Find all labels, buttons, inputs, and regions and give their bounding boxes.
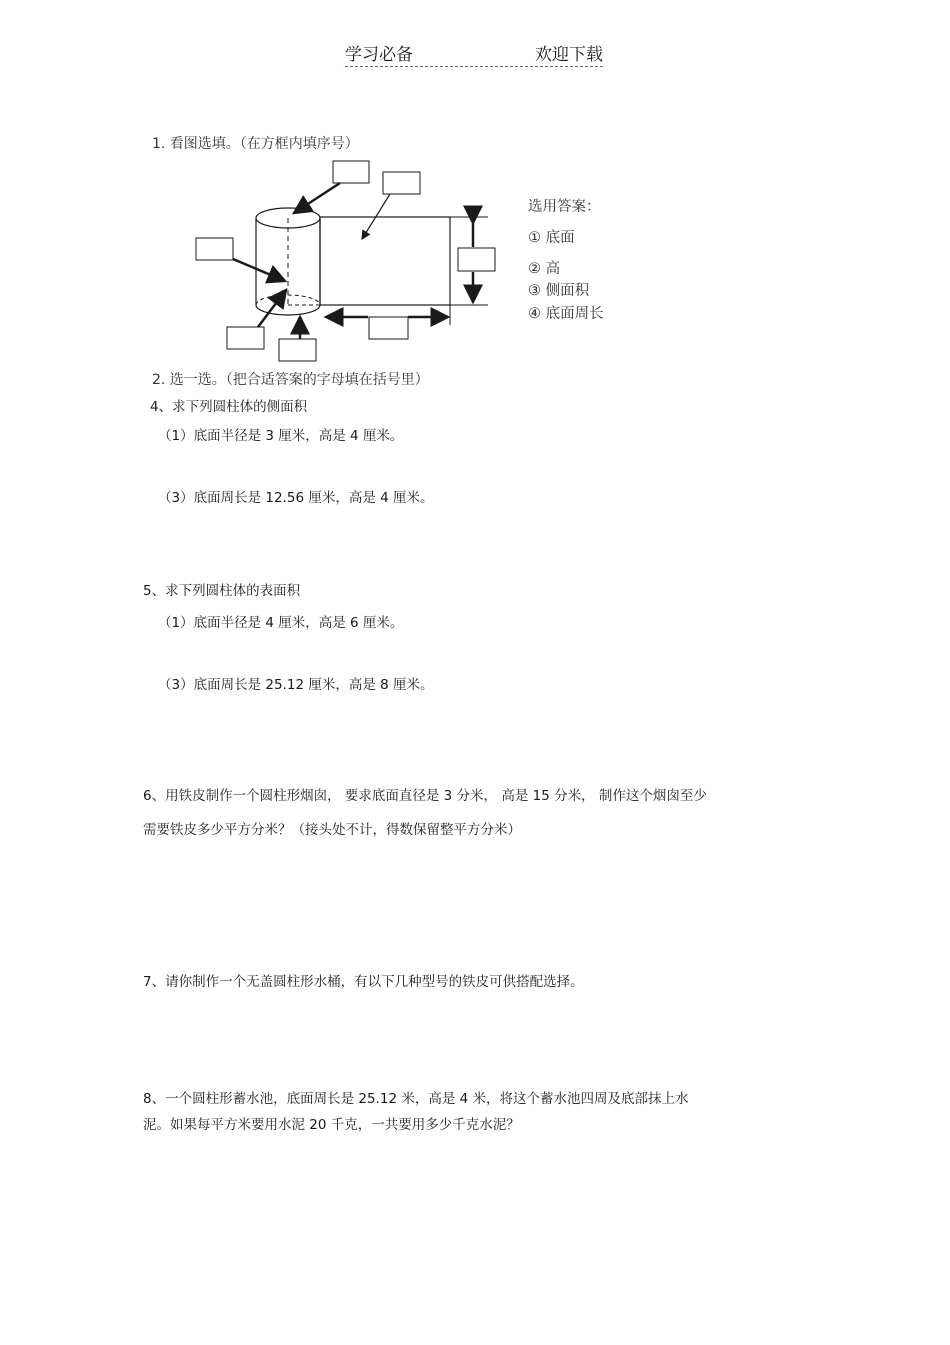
header-left: 学习必备 bbox=[345, 45, 413, 65]
option-1: ① 底面 bbox=[528, 230, 575, 246]
question-8-line-2: 泥。如果每平方米要用水泥 20 千克，一共要用多少千克水泥？ bbox=[143, 1117, 520, 1133]
answer-box-height[interactable] bbox=[458, 248, 495, 271]
question-6-line-1: 6、用铁皮制作一个圆柱形烟囱， 要求底面直径是 3 分米， 高是 15 分米， 制作这个烟囱至少 bbox=[143, 788, 707, 804]
arrow-left-to-cylinder bbox=[233, 259, 285, 281]
answer-box-bottom-left[interactable] bbox=[227, 327, 264, 349]
question-2-title: 2. 选一选。（把合适答案的字母填在括号里） bbox=[152, 372, 429, 388]
question-8-line-1: 8、一个圆柱形蓄水池，底面周长是 25.12 米，高是 4 米，将这个蓄水池四周及底部抹上水 bbox=[143, 1091, 689, 1107]
question-5-item-1: （1）底面半径是 4 厘米，高是 6 厘米。 bbox=[158, 615, 404, 631]
cylinder-diagram bbox=[190, 155, 510, 365]
options-title: 选用答案： bbox=[528, 199, 601, 215]
answer-box-lateral[interactable] bbox=[383, 172, 420, 194]
question-7-line-1: 7、请你制作一个无盖圆柱形水桶，有以下几种型号的铁皮可供搭配选择。 bbox=[143, 974, 584, 990]
arrow-bottom-left bbox=[258, 290, 286, 327]
option-2: ② 高 bbox=[528, 261, 561, 277]
question-4-item-3: （3）底面周长是 12.56 厘米，高是 4 厘米。 bbox=[158, 490, 434, 506]
answer-box-width[interactable] bbox=[369, 317, 408, 339]
option-3: ③ 侧面积 bbox=[528, 283, 590, 299]
cylinder-bottom-front bbox=[256, 305, 320, 315]
question-4-item-1: （1）底面半径是 3 厘米，高是 4 厘米。 bbox=[158, 428, 404, 444]
question-5-item-3: （3）底面周长是 25.12 厘米，高是 8 厘米。 bbox=[158, 677, 434, 693]
page-header bbox=[345, 40, 603, 67]
answer-box-top-base[interactable] bbox=[333, 161, 369, 183]
question-4-title: 4、求下列圆柱体的侧面积 bbox=[150, 399, 308, 415]
question-6-line-2: 需要铁皮多少平方分米？（接头处不计，得数保留整平方分米） bbox=[143, 822, 521, 838]
arrow-to-top-base bbox=[294, 183, 340, 213]
lateral-surface-rectangle bbox=[320, 217, 450, 305]
question-1-title: 1. 看图选填。（在方框内填序号） bbox=[152, 136, 359, 152]
answer-box-bottom[interactable] bbox=[279, 339, 316, 361]
question-5-title: 5、求下列圆柱体的表面积 bbox=[143, 583, 301, 599]
answer-box-left[interactable] bbox=[196, 238, 233, 260]
header-right: 欢迎下载 bbox=[535, 45, 603, 65]
option-4: ④ 底面周长 bbox=[528, 306, 604, 322]
